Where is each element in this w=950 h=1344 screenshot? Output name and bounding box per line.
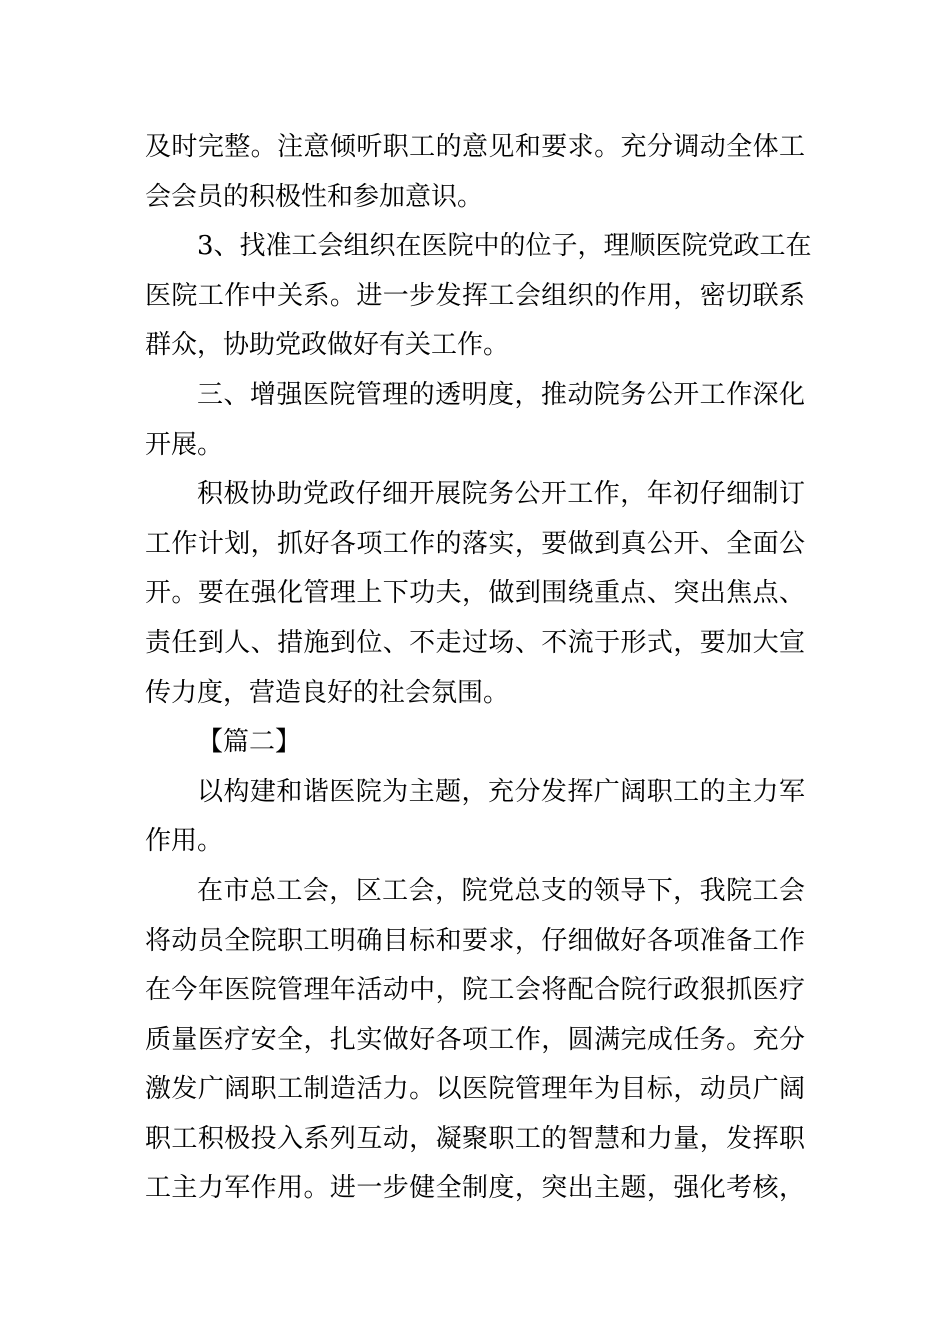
text-line: 医院工作中关系。进一步发挥工会组织的作用，密切联系 bbox=[145, 280, 805, 311]
text-line: 开展。 bbox=[145, 429, 224, 460]
text-line: 作用。 bbox=[145, 826, 224, 857]
text-line: 以构建和谐医院为主题，充分发挥广阔职工的主力军 bbox=[197, 776, 805, 807]
text-line: 质量医疗安全，扎实做好各项工作，圆满完成任务。充分 bbox=[145, 1024, 805, 1055]
text-line: 工作计划，抓好各项工作的落实，要做到真公开、全面公 bbox=[145, 528, 805, 559]
text-line: 职工积极投入系列互动，凝聚职工的智慧和力量，发挥职 bbox=[145, 1123, 805, 1154]
text-line: 开。要在强化管理上下功夫，做到围绕重点、突出焦点、 bbox=[145, 578, 805, 609]
text-line: 积极协助党政仔细开展院务公开工作，年初仔细制订 bbox=[197, 479, 805, 510]
text-line: 责任到人、措施到位、不走过场、不流于形式，要加大宣 bbox=[145, 627, 805, 658]
text-line: 【篇二】 bbox=[197, 727, 302, 758]
text-line: 3、找准工会组织在医院中的位子，理顺医院党政工在 bbox=[197, 231, 812, 262]
document-body bbox=[145, 123, 812, 1214]
text-line: 群众，协助党政做好有关工作。 bbox=[145, 330, 510, 361]
text-line: 在今年医院管理年活动中，院工会将配合院行政狠抓医疗 bbox=[145, 975, 805, 1006]
text-line: 及时完整。注意倾听职工的意见和要求。充分调动全体工 bbox=[145, 132, 805, 162]
text-line: 工主力军作用。进一步健全制度，突出主题，强化考核， bbox=[145, 1173, 805, 1204]
text-line: 将动员全院职工明确目标和要求，仔细做好各项准备工作 bbox=[145, 925, 805, 956]
text-line: 三、增强医院管理的透明度，推动院务公开工作深化 bbox=[197, 379, 805, 410]
text-line: 在市总工会，区工会，院党总支的领导下，我院工会 bbox=[197, 875, 805, 906]
text-line: 传力度，营造良好的社会氛围。 bbox=[145, 677, 510, 708]
text-line: 会会员的积极性和参加意识。 bbox=[145, 181, 484, 212]
text-line: 激发广阔职工制造活力。以医院管理年为目标，动员广阔 bbox=[145, 1074, 805, 1105]
